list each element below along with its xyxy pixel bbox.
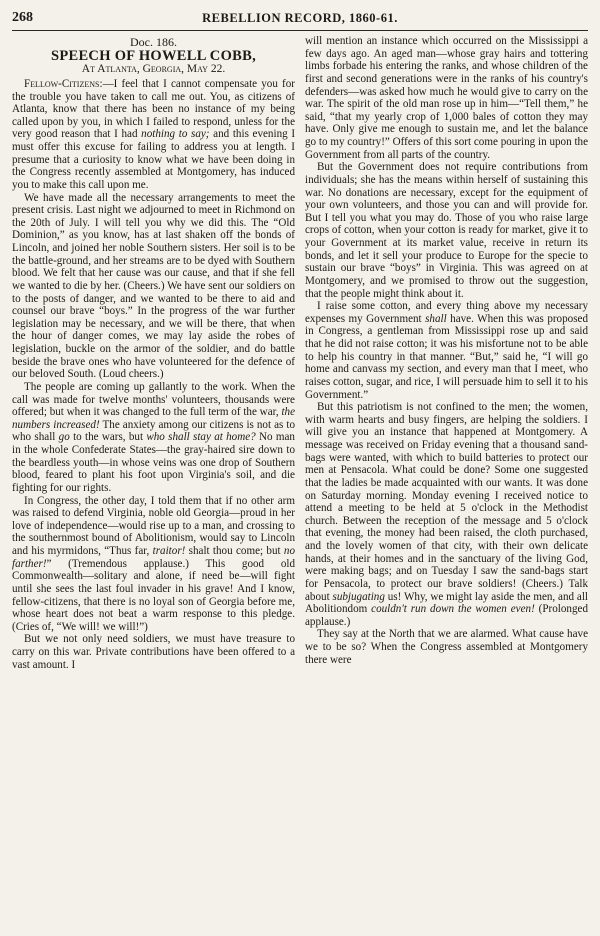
paragraph: But we not only need soldiers, we must have treasure to carry on this war. Private contributions have been offered to a vast amount. I <box>12 633 295 671</box>
emphasis-text: nothing to say; <box>141 128 210 141</box>
paragraph-text: I raise some cotton, and every thing above my necessary expenses my Government <box>305 300 588 325</box>
document-label: Doc. 186. <box>130 35 177 49</box>
paragraph: But the Government does not require contributions from individuals; she has the means within herself of sustaining this war. No donations are necessary, except for the equipment of your own volunteers, and those you can and will provide for. But I tell you what you may do. Those of you who raise large crops of cotton, when your cotton is ready for market, give it to your Government at its market value, receive in return its bonds, and let it sell your produce to Europe for the specie to sustain our brave “boys” in Virginia. This was agreed on at Montgomery, and we promised to throw out the suggestion, that the people might think about it. <box>305 161 588 300</box>
emphasis-text: traitor! <box>152 545 186 557</box>
page-number: 268 <box>12 10 33 25</box>
paragraph: We have made all the necessary arrangements to meet the present crisis. Last night we adjourned to meet in Richmond on the 20th of July. I will tell you why we did this. The “Old Dominion,” as you know, has at last shaken off the bonds of Lincoln, and joined her noble Southern sisters. Her soil is to be the battle-ground, and her streams are to be dyed with Southern blood. We felt that her cause was our cause, and that if she fell we wanted to die by her. (Cheers.) We have sent our soldiers on to the posts of danger, and we wanted to be there to aid and counsel our brave “boys.” In the progress of the war further legislation may be necessary, and we will be there, that when the hour of danger comes, we may lay aside the robes of legislation, buckle on the armor of the soldier, and do battle beside the brave ones who have volunteered for the defence of our beloved South. (Loud cheers.) <box>12 191 295 381</box>
right-column <box>305 35 588 671</box>
paragraph <box>305 401 588 628</box>
running-title: REBELLION RECORD, 1860-61. <box>202 11 398 25</box>
emphasis-text: shall <box>425 312 447 325</box>
text-columns <box>12 35 588 671</box>
paragraph-text: to the wars, but <box>69 431 147 444</box>
paragraph-text: The anxiety among our citizens is not as to who shall <box>12 418 295 444</box>
paragraph <box>12 495 295 634</box>
emphasis-text: go <box>58 431 70 444</box>
paragraph-text: (Prolonged applause.) <box>305 603 588 628</box>
paragraph-text: ” (Tremendous applause.) This good old Commonwealth—solitary and alone, if need be—will fight until she sees the last foul invader in his grave! And I know, fellow-citizens, that there is no loyal son of Georgia before me, whose heart does not beat a warm response to this pledge. (Cries of, “We will! we will!”) <box>12 557 295 633</box>
paragraph: They say at the North that we are alarmed. What cause have we to be so? When the Congress assembled at Montgomery there were <box>305 628 588 666</box>
paragraph-text: us! Why, we might lay aside the men, and all Abolitiondom <box>305 590 588 616</box>
document-title: SPEECH OF HOWELL COBB, <box>50 47 257 64</box>
document-subtitle: At Atlanta, Georgia, May 22. <box>81 63 226 76</box>
paragraph-text: No man in the whole Confederate States—the gray-haired sire down to the beardless youth—in whose veins was one drop of Southern blood, feared to plant his foot upon Virginia's soil, and die fighting for our rights. <box>12 431 295 494</box>
emphasis-text: the numbers increased! <box>12 406 295 431</box>
paragraph: will mention an instance which occurred on the Mississippi a few days ago. An aged man—whose gray hairs and tottering limbs forbade his entering the ranks, and whose children of the first and second generations were in the ranks of his country's defenders—was asked how much he would give to carry on the war. The spirit of the old man rose up in him—“Tell them,” he said, “that my yearly crop of 1,000 bales of cotton they may have. Only give me enough to sustain me, and let the balance go to my country!” Offers of this sort come pouring in upon the Government from all parts of the country. <box>305 35 588 161</box>
paragraph-text: have. When this was proposed in Congress, a gentleman from Mississippi rose up and said that he did not raise cotton; it was his misfortune not to be able to help his country in that manner. “But,” said he, “I will go home and canvass my section, and every man that I meet, who raises cotton, sugar, and rice, I will persuade him to sell it to his Government.” <box>305 312 588 401</box>
salutation: Fellow-Citizens: <box>24 77 103 90</box>
page-header <box>12 10 588 31</box>
paragraph-text: But this patriotism is not confined to the men; the women, with warm hearts and busy fingers, are helping the soldiers. I will give you an instance that happened at Montgomery. A message was received on Friday evening that a thousand sand-bags were wanted, with which to build batteries to protect our men at Pensacola. What could be done? Some one suggested that the ladies be made acquainted with our wants. It was done on Saturday morning. Monday evening I received notice to attend a meeting to be held at 5 o'clock in the Methodist church. Between the reception of the message and 5 o'clock that evening, the money had been raised, the cloth purchased, and the lovely women of that city, with their own delicate hands, at their homes and in the sanctuary of the living God, were making bags; and on Tuesday I saw the sand-bags start for Pensacola, to protect our brave soldiers! (Cheers.) Talk about <box>305 401 588 603</box>
paragraph-text: and this evening I must offer this excuse for failing to address you at length. I presume that a curiosity to know what we have been doing in the Congress recently assembled at Montgomery, has induced you to make this call upon me. <box>12 128 296 191</box>
paragraph-text: —I feel that I cannot compensate you for the trouble you have taken to call me out. You, as citizens of Atlanta, know that there has been no instance of my being called upon by you, in which I failed to respond, unless for the very good reason that I had <box>12 77 295 141</box>
paragraph <box>305 300 588 401</box>
paragraph <box>12 78 295 192</box>
paragraph <box>12 381 295 495</box>
emphasis-text: subjugating <box>332 590 385 603</box>
paragraph-text: In Congress, the other day, I told them that if no other arm was raised to defend Virginia, noble old Georgia—proud in her love of independence—would rise up to a man, and crossing to the southernmost bound of Abolitionism, would say to Lincoln and his myrmidons, “Thus far, <box>12 494 295 557</box>
paragraph-text: The people are coming up gallantly to the work. When the call was made for twelve months' volunteers, thousands were offered; but when it was changed to the full term of the war, <box>12 380 295 419</box>
left-column <box>12 35 295 671</box>
emphasis-text: no farther! <box>12 545 295 570</box>
paragraph-text: shalt thou come; but <box>185 545 284 557</box>
emphasis-text: couldn't run down the women even! <box>371 603 535 616</box>
emphasis-text: who shall stay at home? <box>146 431 256 444</box>
